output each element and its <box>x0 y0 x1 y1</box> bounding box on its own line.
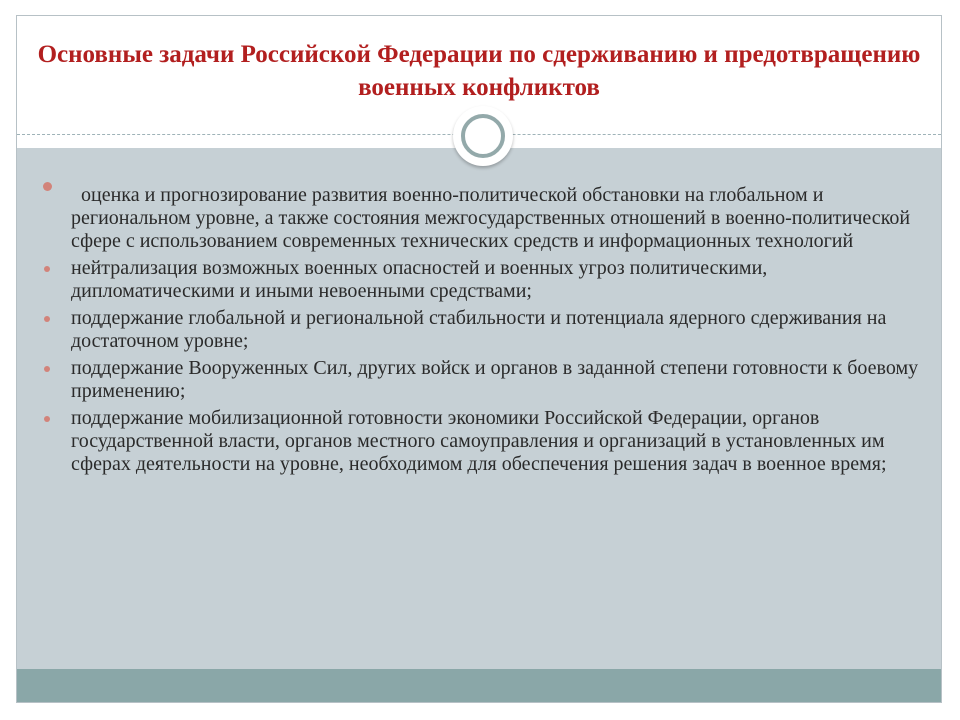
bullet-list <box>43 176 923 480</box>
decorative-ring-icon <box>453 106 513 166</box>
list-item-text: поддержание глобальной и региональной стабильности и потенциала ядерного сдерживания на достаточном уровне; <box>71 307 887 352</box>
list-item-text: оценка и прогнозирование развития военно-политической обстановки на глобальном и региональном уровне, а также состояния межгосударственных отношений в военно-политической сфере с использованием современных технических средств и информационных технологий <box>71 184 911 252</box>
bullet-icon <box>44 316 50 322</box>
bullet-icon <box>44 366 50 372</box>
list-item <box>43 176 923 253</box>
footer-band <box>17 669 941 702</box>
list-item-text: нейтрализация возможных военных опасностей и военных угроз политическими, дипломатическими и иными невоенными средствами; <box>71 257 768 302</box>
slide-title: Основные задачи Российской Федерации по сдерживанию и предотвращению военных конфликтов <box>37 41 921 101</box>
list-item-text: поддержание мобилизационной готовности экономики Российской Федерации, органов государственной власти, органов местного самоуправления и организаций в установленных им сферах деятельности на уровне, необходимом для обеспечения решения задач в военное время; <box>71 407 887 475</box>
ring-inner <box>461 114 505 158</box>
list-item <box>43 257 923 303</box>
list-item <box>43 307 923 353</box>
list-item <box>43 407 923 476</box>
bullet-icon <box>43 182 52 191</box>
bullet-icon <box>44 266 50 272</box>
list-item-text: поддержание Вооруженных Сил, других войск и органов в заданной степени готовности к боевому применению; <box>71 357 919 402</box>
slide <box>16 15 942 703</box>
bullet-icon <box>44 416 50 422</box>
list-item <box>43 357 923 403</box>
